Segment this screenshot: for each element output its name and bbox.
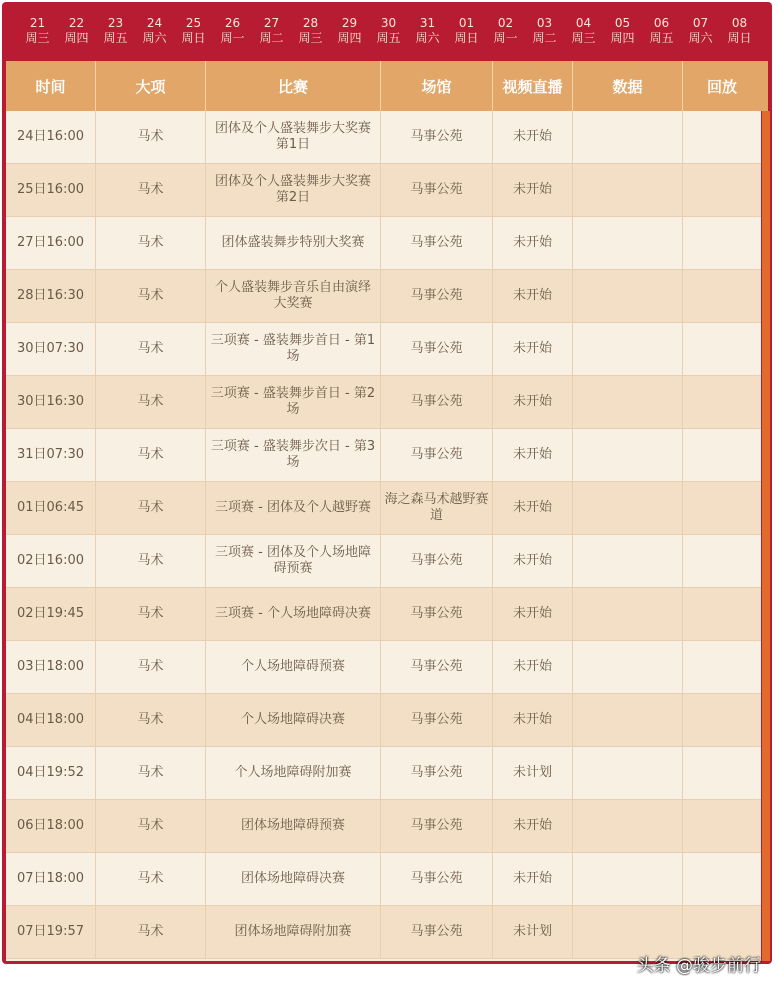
date-tab-weekday: 周六: [688, 31, 713, 45]
venue-cell: 马事公苑: [381, 270, 493, 322]
table-row: [6, 217, 761, 270]
venue-cell: 海之森马术越野赛道: [381, 482, 493, 534]
date-tab[interactable]: [681, 2, 720, 60]
date-tab[interactable]: [642, 2, 681, 60]
venue-cell: 马事公苑: [381, 323, 493, 375]
table-row: [6, 535, 761, 588]
date-tab-day: 23: [107, 16, 124, 30]
event-cell: 三项赛 - 盛装舞步次日 - 第3场: [206, 429, 381, 481]
schedule-table-body: [6, 111, 761, 961]
date-selector-bar: [2, 2, 772, 60]
live-status-cell: 未开始: [493, 641, 573, 693]
live-status-cell: 未计划: [493, 747, 573, 799]
sport-cell: 马术: [96, 217, 206, 269]
sport-cell: 马术: [96, 747, 206, 799]
table-row: [6, 323, 761, 376]
time-cell: 25日16:00: [6, 164, 96, 216]
date-tab-day: 03: [536, 16, 553, 30]
event-cell: 个人场地障碍预赛: [206, 641, 381, 693]
replay-cell: [683, 535, 761, 587]
event-cell: 团体场地障碍附加赛: [206, 906, 381, 958]
date-tab[interactable]: [447, 2, 486, 60]
replay-cell: [683, 270, 761, 322]
event-cell: 团体盛装舞步特别大奖赛: [206, 217, 381, 269]
date-tab-day: 27: [263, 16, 280, 30]
event-cell: 个人场地障碍决赛: [206, 694, 381, 746]
live-status-cell: 未开始: [493, 376, 573, 428]
table-row: [6, 641, 761, 694]
date-tab-weekday: 周一: [493, 31, 518, 45]
venue-cell: 马事公苑: [381, 164, 493, 216]
data-cell: [573, 217, 683, 269]
data-cell: [573, 853, 683, 905]
data-cell: [573, 694, 683, 746]
date-tab-weekday: 周五: [649, 31, 674, 45]
live-status-cell: 未开始: [493, 694, 573, 746]
event-cell: 三项赛 - 团体及个人越野赛: [206, 482, 381, 534]
table-row: [6, 588, 761, 641]
replay-cell: [683, 164, 761, 216]
venue-cell: 马事公苑: [381, 641, 493, 693]
replay-cell: [683, 482, 761, 534]
data-cell: [573, 482, 683, 534]
date-tab-day: 25: [185, 16, 202, 30]
date-tab-weekday: 周六: [142, 31, 167, 45]
data-cell: [573, 747, 683, 799]
date-tab-day: 21: [29, 16, 46, 30]
data-cell: [573, 376, 683, 428]
event-cell: 团体及个人盛装舞步大奖赛第2日: [206, 164, 381, 216]
date-tab-weekday: 周三: [25, 31, 50, 45]
time-cell: 03日18:00: [6, 641, 96, 693]
sport-cell: 马术: [96, 800, 206, 852]
live-status-cell: 未开始: [493, 111, 573, 163]
replay-cell: [683, 747, 761, 799]
sport-cell: 马术: [96, 641, 206, 693]
date-tab-day: 05: [614, 16, 631, 30]
sport-cell: 马术: [96, 323, 206, 375]
time-cell: 28日16:30: [6, 270, 96, 322]
date-tab-day: 29: [341, 16, 358, 30]
data-cell: [573, 535, 683, 587]
date-tab-day: 30: [380, 16, 397, 30]
column-header-replay: 回放: [706, 77, 737, 96]
event-cell: 三项赛 - 团体及个人场地障碍预赛: [206, 535, 381, 587]
date-tab-weekday: 周五: [376, 31, 401, 45]
column-header-data: 数据: [573, 61, 683, 111]
column-header-event: 比赛: [206, 61, 381, 111]
date-tab-weekday: 周三: [571, 31, 596, 45]
live-status-cell: 未开始: [493, 482, 573, 534]
replay-cell: [683, 376, 761, 428]
table-row: [6, 747, 761, 800]
venue-cell: 马事公苑: [381, 535, 493, 587]
replay-cell: [683, 641, 761, 693]
time-cell: 30日16:30: [6, 376, 96, 428]
time-cell: 07日19:57: [6, 906, 96, 958]
live-status-cell: 未开始: [493, 217, 573, 269]
sport-cell: 马术: [96, 429, 206, 481]
live-status-cell: 未开始: [493, 535, 573, 587]
data-cell: [573, 164, 683, 216]
date-tab-weekday: 周六: [415, 31, 440, 45]
column-header-sport: 大项: [96, 61, 206, 111]
data-cell: [573, 323, 683, 375]
scrollbar[interactable]: [762, 111, 770, 961]
date-tab-weekday: 周日: [727, 31, 752, 45]
date-tab-day: 02: [497, 16, 514, 30]
time-cell: 06日18:00: [6, 800, 96, 852]
event-cell: 三项赛 - 盛装舞步首日 - 第2场: [206, 376, 381, 428]
venue-cell: 马事公苑: [381, 853, 493, 905]
event-cell: 团体场地障碍决赛: [206, 853, 381, 905]
date-tab-weekday: 周二: [259, 31, 284, 45]
date-tab-day: 07: [692, 16, 709, 30]
time-cell: 01日06:45: [6, 482, 96, 534]
date-tab[interactable]: [564, 2, 603, 60]
sport-cell: 马术: [96, 376, 206, 428]
table-row: [6, 694, 761, 747]
table-row: [6, 429, 761, 482]
column-header-live: 视频直播: [493, 61, 573, 111]
replay-cell: [683, 800, 761, 852]
data-cell: [573, 111, 683, 163]
table-header: [6, 61, 768, 111]
date-tab-day: 06: [653, 16, 670, 30]
date-tab[interactable]: [252, 2, 291, 60]
live-status-cell: 未计划: [493, 906, 573, 958]
data-cell: [573, 270, 683, 322]
date-tab-day: 22: [68, 16, 85, 30]
table-row: [6, 853, 761, 906]
table-row: [6, 164, 761, 217]
time-cell: 04日19:52: [6, 747, 96, 799]
table-row: [6, 270, 761, 323]
replay-cell: [683, 853, 761, 905]
venue-cell: 马事公苑: [381, 217, 493, 269]
sport-cell: 马术: [96, 482, 206, 534]
date-tab[interactable]: [720, 2, 759, 60]
table-row: [6, 482, 761, 535]
replay-cell: [683, 429, 761, 481]
data-cell: [573, 429, 683, 481]
sport-cell: 马术: [96, 906, 206, 958]
column-header-time: 时间: [6, 61, 96, 111]
sport-cell: 马术: [96, 588, 206, 640]
live-status-cell: 未开始: [493, 853, 573, 905]
sport-cell: 马术: [96, 270, 206, 322]
sport-cell: 马术: [96, 853, 206, 905]
time-cell: 02日19:45: [6, 588, 96, 640]
time-cell: 27日16:00: [6, 217, 96, 269]
date-tab[interactable]: [603, 2, 642, 60]
live-status-cell: 未开始: [493, 323, 573, 375]
date-tab-weekday: 周日: [454, 31, 479, 45]
venue-cell: 马事公苑: [381, 588, 493, 640]
date-tab-day: 24: [146, 16, 163, 30]
time-cell: 07日18:00: [6, 853, 96, 905]
date-tab-weekday: 周一: [220, 31, 245, 45]
event-cell: 三项赛 - 盛装舞步首日 - 第1场: [206, 323, 381, 375]
time-cell: 04日18:00: [6, 694, 96, 746]
date-tab[interactable]: [525, 2, 564, 60]
venue-cell: 马事公苑: [381, 906, 493, 958]
sport-cell: 马术: [96, 164, 206, 216]
data-cell: [573, 588, 683, 640]
date-tab-day: 28: [302, 16, 319, 30]
table-row: [6, 376, 761, 429]
time-cell: 30日07:30: [6, 323, 96, 375]
date-tab-day: 26: [224, 16, 241, 30]
date-tab-day: 04: [575, 16, 592, 30]
date-tab[interactable]: [174, 2, 213, 60]
date-tab-weekday: 周三: [298, 31, 323, 45]
live-status-cell: 未开始: [493, 588, 573, 640]
time-cell: 31日07:30: [6, 429, 96, 481]
live-status-cell: 未开始: [493, 800, 573, 852]
date-tab[interactable]: [135, 2, 174, 60]
date-tab-weekday: 周五: [103, 31, 128, 45]
date-tab[interactable]: [213, 2, 252, 60]
replay-cell: [683, 111, 761, 163]
date-tab[interactable]: [96, 2, 135, 60]
date-tab-weekday: 周日: [181, 31, 206, 45]
live-status-cell: 未开始: [493, 164, 573, 216]
date-tab[interactable]: [330, 2, 369, 60]
date-tab[interactable]: [291, 2, 330, 60]
event-cell: 团体及个人盛装舞步大奖赛第1日: [206, 111, 381, 163]
date-tab-weekday: 周二: [532, 31, 557, 45]
date-tab-weekday: 周四: [610, 31, 635, 45]
column-header-venue: 场馆: [381, 61, 493, 111]
date-tab[interactable]: [486, 2, 525, 60]
replay-cell: [683, 588, 761, 640]
replay-cell: [683, 323, 761, 375]
table-row: [6, 111, 761, 164]
venue-cell: 马事公苑: [381, 429, 493, 481]
venue-cell: 马事公苑: [381, 694, 493, 746]
sport-cell: 马术: [96, 694, 206, 746]
data-cell: [573, 800, 683, 852]
sport-cell: 马术: [96, 111, 206, 163]
venue-cell: 马事公苑: [381, 800, 493, 852]
date-tab[interactable]: [18, 2, 57, 60]
date-tab[interactable]: [369, 2, 408, 60]
date-tab[interactable]: [57, 2, 96, 60]
table-row: [6, 800, 761, 853]
time-cell: 02日16:00: [6, 535, 96, 587]
venue-cell: 马事公苑: [381, 747, 493, 799]
watermark: 头条 @骏步前行: [636, 956, 761, 976]
time-cell: 24日16:00: [6, 111, 96, 163]
date-tab-weekday: 周四: [337, 31, 362, 45]
date-tab[interactable]: [408, 2, 447, 60]
live-status-cell: 未开始: [493, 270, 573, 322]
event-cell: 团体场地障碍预赛: [206, 800, 381, 852]
date-tab-day: 01: [458, 16, 475, 30]
sport-cell: 马术: [96, 535, 206, 587]
replay-cell: [683, 694, 761, 746]
date-tab-day: 08: [731, 16, 748, 30]
date-tab-weekday: 周四: [64, 31, 89, 45]
event-cell: 三项赛 - 个人场地障碍决赛: [206, 588, 381, 640]
event-cell: 个人场地障碍附加赛: [206, 747, 381, 799]
venue-cell: 马事公苑: [381, 376, 493, 428]
event-cell: 个人盛装舞步音乐自由演绎大奖赛: [206, 270, 381, 322]
replay-cell: [683, 217, 761, 269]
data-cell: [573, 641, 683, 693]
date-tab-day: 31: [419, 16, 436, 30]
live-status-cell: 未开始: [493, 429, 573, 481]
venue-cell: 马事公苑: [381, 111, 493, 163]
